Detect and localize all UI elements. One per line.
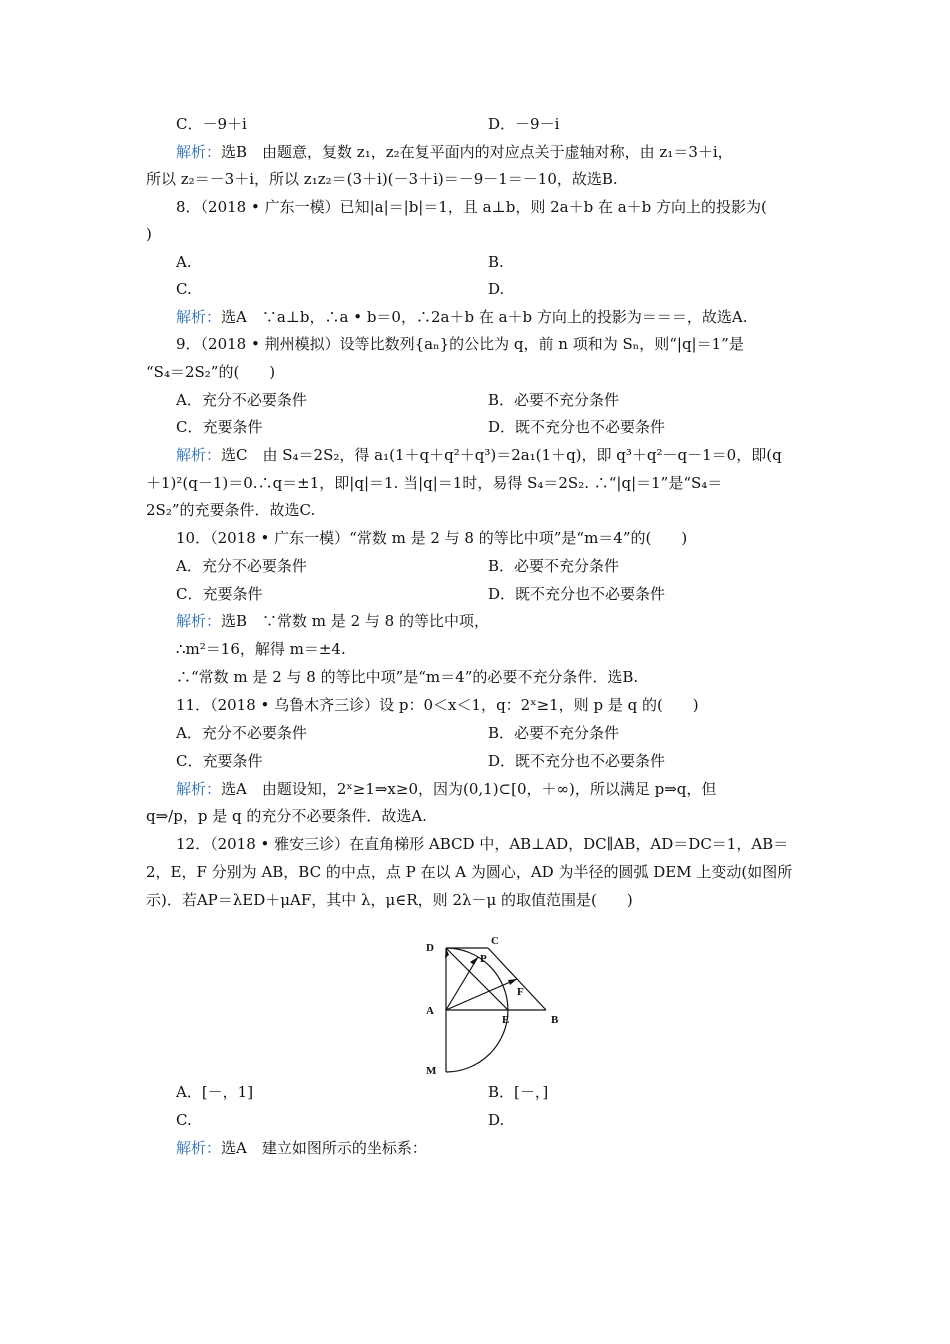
text-line <box>488 584 665 604</box>
label-e: E <box>502 1014 510 1026</box>
label-d: D <box>426 942 434 954</box>
text-line <box>488 417 665 437</box>
line-text: ∴“常数 m 是 2 与 8 的等比中项”是“m＝4”的必要不充分条件．选B. <box>176 668 639 686</box>
label-p: P <box>480 953 487 965</box>
text-line <box>488 114 559 134</box>
line-text: q⇒/p，p 是 q 的充分不必要条件．故选A. <box>146 807 427 825</box>
label-a: A <box>426 1005 434 1017</box>
text-line <box>176 114 247 134</box>
solution-line <box>176 445 782 465</box>
label-c: C <box>491 935 499 947</box>
line-text: A．充分不必要条件 <box>176 724 307 742</box>
line-text: D. <box>488 280 505 298</box>
text-line <box>176 1110 192 1130</box>
line-text: 9．（2018 • 荆州模拟）设等比数列{aₙ}的公比为 q，前 n 项和为 Sₙ，则“|q|＝1”是 <box>176 335 744 353</box>
line-text: “S₄＝2S₂”的( ) <box>146 363 276 381</box>
line-text: D．－9－i <box>488 115 560 133</box>
text-line <box>488 556 619 576</box>
solution-label: 解析： <box>176 780 222 798</box>
text-line <box>146 473 722 493</box>
line-text: A．[－，1] <box>176 1083 254 1101</box>
line-text: C．充要条件 <box>176 585 263 603</box>
solution-line <box>176 779 716 799</box>
solution-label: 解析： <box>176 612 222 630</box>
line-text: 选B 由题意，复数 z₁，z₂在复平面内的对应点关于虚轴对称，由 z₁＝3＋i， <box>221 143 733 161</box>
text-line <box>176 834 788 854</box>
arrow-af <box>508 979 517 985</box>
line-text: ∴m²＝16，解得 m＝±4. <box>176 640 346 658</box>
line-text: B．[－，] <box>488 1083 549 1101</box>
line-text: C. <box>176 1111 192 1129</box>
line-text: ) <box>146 225 152 243</box>
text-line <box>176 279 192 299</box>
segment-ed <box>446 948 508 1010</box>
line-text: 11．（2018 • 乌鲁木齐三诊）设 p：0＜x＜1，q：2ˣ≥1，则 p 是 q 的( ) <box>176 696 699 714</box>
text-line <box>176 197 767 217</box>
text-line <box>176 639 346 659</box>
text-line <box>488 252 504 272</box>
text-line <box>488 1110 504 1130</box>
text-line <box>146 169 618 189</box>
label-b: B <box>551 1014 559 1026</box>
line-text: C. <box>176 280 192 298</box>
text-line <box>488 1082 548 1102</box>
text-line <box>176 390 307 410</box>
line-text: D．既不充分也不必要条件 <box>488 585 666 603</box>
line-text: 10．（2018 • 广东一模）“常数 m 是 2 与 8 的等比中项”是“m＝4”的( ) <box>176 529 688 547</box>
line-text: 所以 z₂＝－3＋i，所以 z₁z₂＝(3＋i)(－3＋i)＝－9－1＝－10，故选B. <box>146 170 618 188</box>
label-f: F <box>517 986 524 998</box>
text-line <box>146 500 315 520</box>
solution-label: 解析： <box>176 143 222 161</box>
text-line <box>488 390 619 410</box>
text-line <box>176 584 262 604</box>
label-m: M <box>426 1065 437 1077</box>
line-text: 选B ∵常数 m 是 2 与 8 的等比中项， <box>221 612 489 630</box>
solution-line <box>176 1138 427 1158</box>
text-line <box>176 667 638 687</box>
text-line <box>146 862 792 882</box>
line-text: A．充分不必要条件 <box>176 557 307 575</box>
line-text: 2，E，F 分别为 AB，BC 的中点，点 P 在以 A 为圆心，AD 为半径的圆弧 DEM 上变动(如图所 <box>146 863 793 881</box>
line-text: D. <box>488 1111 505 1129</box>
vector-ap <box>446 957 478 1010</box>
line-text: B. <box>488 253 504 271</box>
text-line <box>488 751 665 771</box>
line-text: ＋1)²(q－1)＝0.∴q＝±1，即|q|＝1. 当|q|＝1时，易得 S₄＝2S₂. ∴“|q|＝1”是“S₄＝ <box>146 474 723 492</box>
solution-line <box>176 611 489 631</box>
line-text: C．－9＋i <box>176 115 247 133</box>
text-line <box>176 252 192 272</box>
line-text: 2S₂”的充要条件．故选C. <box>146 501 316 519</box>
solution-label: 解析： <box>176 446 222 464</box>
trapezoid-figure <box>420 930 570 1080</box>
text-line <box>488 279 504 299</box>
line-text: 8．（2018 • 广东一模）已知|a|＝|b|＝1，且 a⊥b，则 2a＋b 在 a＋b 方向上的投影为( <box>176 198 767 216</box>
line-text: C．充要条件 <box>176 418 263 436</box>
line-text: A. <box>176 253 192 271</box>
line-text: 选A ∵a⊥b，∴a • b＝0，∴2a＋b 在 a＋b 方向上的投影为＝＝＝，故选A. <box>221 308 748 326</box>
text-line <box>146 224 152 244</box>
text-line <box>488 723 619 743</box>
text-line <box>146 362 275 382</box>
text-line <box>146 806 427 826</box>
line-text: C．充要条件 <box>176 752 263 770</box>
solution-label: 解析： <box>176 1139 222 1157</box>
line-text: B．必要不充分条件 <box>488 557 620 575</box>
line-text: 选C 由 S₄＝2S₂，得 a₁(1＋q＋q²＋q³)＝2a₁(1＋q)，即 q³＋q²－q－1＝0，即(q <box>221 446 782 464</box>
solution-line <box>176 142 733 162</box>
arrow-ap <box>470 957 478 965</box>
text-line <box>176 751 262 771</box>
solution-label: 解析： <box>176 308 222 326</box>
text-line <box>176 695 699 715</box>
line-text: B．必要不充分条件 <box>488 724 620 742</box>
line-text: 选A 建立如图所示的坐标系： <box>221 1139 427 1157</box>
solution-line <box>176 307 748 327</box>
line-text: B．必要不充分条件 <box>488 391 620 409</box>
line-text: A．充分不必要条件 <box>176 391 307 409</box>
text-line <box>146 890 633 910</box>
text-line <box>176 556 307 576</box>
line-text: 示)．若AP＝λED＋μAF，其中 λ，μ∈R，则 2λ－μ 的取值范围是( ) <box>146 891 633 909</box>
text-line <box>176 723 307 743</box>
text-line <box>176 528 687 548</box>
text-line <box>176 417 262 437</box>
line-text: 12．（2018 • 雅安三诊）在直角梯形 ABCD 中，AB⊥AD，DC∥AB，AD＝DC＝1，AB＝ <box>176 835 789 853</box>
line-text: D．既不充分也不必要条件 <box>488 752 666 770</box>
line-text: D．既不充分也不必要条件 <box>488 418 666 436</box>
text-line <box>176 1082 253 1102</box>
line-text: 选A 由题设知，2ˣ≥1⇒x≥0，因为(0,1)⊂[0，＋∞)，所以满足 p⇒q，但 <box>221 780 717 798</box>
text-line <box>176 334 744 354</box>
